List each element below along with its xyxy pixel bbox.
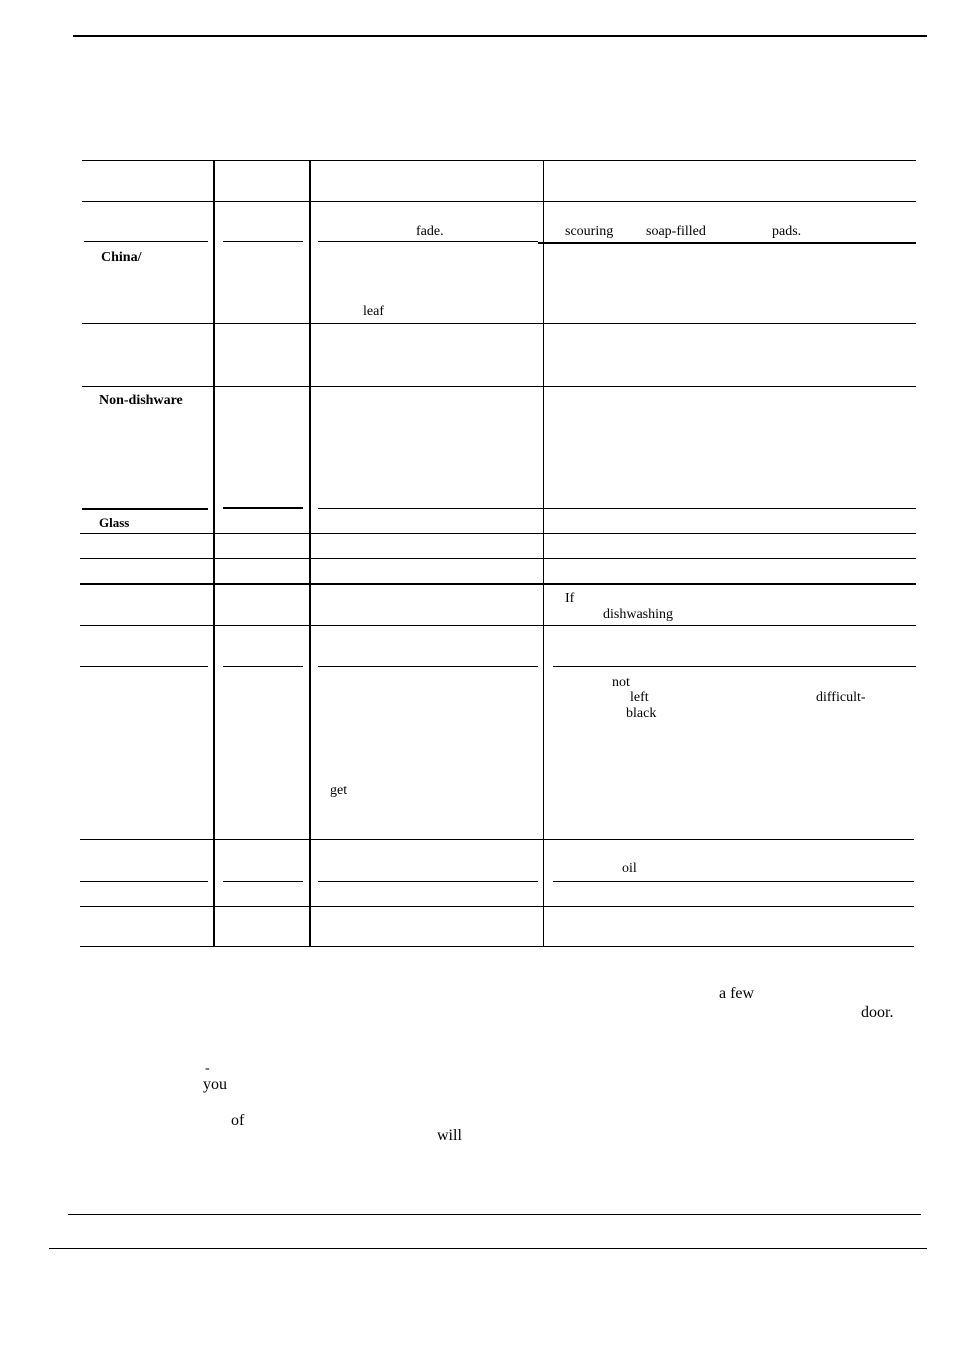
bottom-rule: [68, 1214, 921, 1215]
table-rule: [80, 881, 208, 882]
table-rule: [82, 386, 916, 387]
table-rule: [553, 881, 914, 882]
cell-text-leaf: leaf: [363, 304, 384, 319]
table-rule: [80, 666, 208, 667]
table-rule: [80, 625, 916, 626]
cell-text-fade: fade.: [416, 224, 444, 239]
table-rule: [318, 508, 916, 509]
table-rule: [82, 160, 916, 161]
cell-text-scouring: scouring: [565, 224, 614, 239]
cell-text-not: not: [612, 675, 630, 690]
cell-text-difficult: difficult-: [816, 690, 866, 705]
table-rule: [223, 241, 303, 242]
table-rule: [223, 507, 303, 509]
table-rule: [538, 242, 916, 244]
cell-text-oil: oil: [622, 861, 637, 876]
table-rule: [223, 666, 303, 667]
table-rule: [223, 881, 303, 882]
table-rule: [84, 241, 208, 242]
table-rule: [80, 533, 916, 534]
table-rule: [318, 666, 538, 667]
row-label-china: China/: [101, 250, 142, 265]
cell-text-soap-filled: soap-filled: [646, 224, 706, 239]
table-divider-3: [543, 160, 544, 947]
table-rule: [82, 323, 916, 324]
cell-text-left: left: [630, 690, 649, 705]
cell-text-if: If: [565, 591, 575, 606]
table-rule: [80, 583, 916, 585]
cell-text-get: get: [330, 783, 348, 798]
table-rule: [80, 946, 914, 947]
table-rule: [318, 881, 538, 882]
text-of: of: [231, 1112, 245, 1129]
cell-text-black: black: [626, 706, 657, 721]
text-dash: -: [205, 1061, 210, 1076]
row-label-non-dishware: Non-dishware: [99, 393, 183, 408]
text-you: you: [203, 1076, 227, 1093]
table-rule: [80, 558, 916, 559]
cell-text-dishwashing: dishwashing: [603, 607, 673, 622]
text-door: door.: [861, 1004, 894, 1021]
text-a-few: a few: [719, 985, 755, 1002]
text-will: will: [437, 1127, 462, 1144]
page-bottom-rule: [49, 1248, 927, 1249]
table-rule: [318, 241, 538, 242]
table-rule: [82, 201, 916, 202]
table-divider-2: [309, 160, 311, 947]
cell-text-pads: pads.: [772, 224, 802, 239]
table-rule: [80, 839, 914, 840]
table-rule: [80, 906, 914, 907]
table-rule: [82, 508, 208, 510]
top-rule: [73, 35, 927, 37]
table-divider-1: [213, 160, 215, 947]
row-label-glass: Glass: [99, 515, 130, 530]
table-rule: [553, 666, 916, 667]
